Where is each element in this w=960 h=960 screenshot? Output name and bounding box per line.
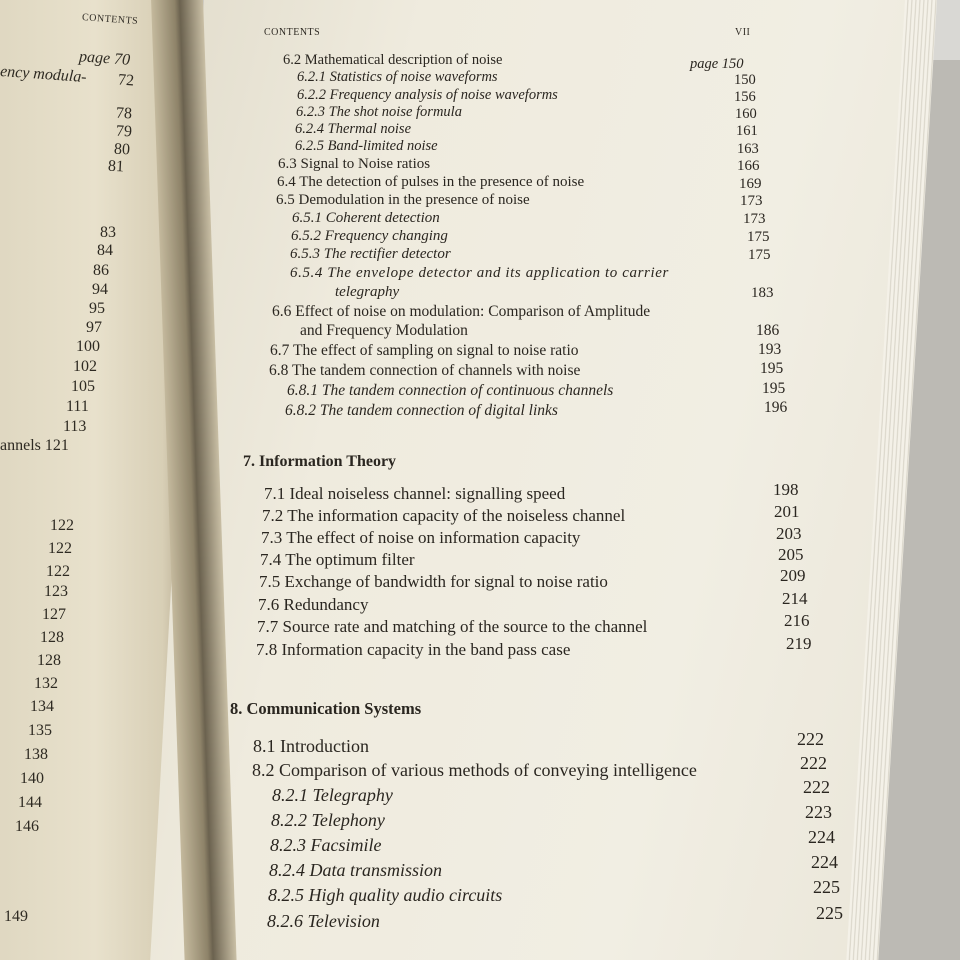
- toc-entry: 6.7 The effect of sampling on signal to noise ratio: [270, 342, 579, 359]
- toc-entry: 6.8 The tandem connection of channels with noise: [269, 362, 581, 379]
- toc-entry: 7.8 Information capacity in the band pass case: [256, 640, 571, 659]
- left-line: 81: [107, 157, 125, 176]
- toc-page: 196: [764, 399, 788, 416]
- chapter-heading: 8. Communication Systems: [230, 699, 422, 718]
- toc-entry: 8.2.4 Data transmission: [269, 860, 443, 880]
- toc-page: 195: [760, 360, 784, 377]
- toc-entry: 7.3 The effect of noise on information capacity: [261, 528, 581, 547]
- left-line: 134: [30, 698, 54, 715]
- left-line: 78: [115, 104, 133, 123]
- toc-entry: 8.1 Introduction: [253, 736, 369, 756]
- toc-entry: 8.2.6 Television: [267, 911, 380, 931]
- left-line: 95: [89, 300, 105, 317]
- toc-page: 222: [797, 729, 824, 749]
- left-line: 128: [40, 629, 64, 646]
- toc-entry: 6.5.3 The rectifier detector: [290, 246, 451, 262]
- toc-entry: 8.2.3 Facsimile: [270, 835, 382, 855]
- left-line: 105: [71, 378, 95, 395]
- toc-page: 198: [773, 480, 799, 499]
- toc-page: 219: [786, 634, 812, 653]
- left-line: 127: [42, 606, 66, 623]
- toc-page: 214: [782, 589, 808, 608]
- left-line: 84: [97, 242, 113, 259]
- toc-entry: 8.2.5 High quality audio circuits: [268, 885, 503, 905]
- left-line: 122: [50, 517, 74, 534]
- left-line: 80: [113, 140, 131, 159]
- toc-entry: 7.4 The optimum filter: [260, 550, 415, 569]
- left-line: 123: [44, 583, 68, 600]
- toc-page: 160: [735, 106, 757, 122]
- toc-entry: 7.1 Ideal noiseless channel: signalling speed: [264, 484, 566, 503]
- toc-page: 186: [756, 322, 780, 339]
- toc-page: 201: [774, 502, 800, 521]
- toc-entry: 6.8.1 The tandem connection of continuous channels: [287, 382, 614, 399]
- toc-entry: 7.5 Exchange of bandwidth for signal to noise ratio: [259, 572, 608, 591]
- toc-entry: 8.2.2 Telephony: [271, 810, 385, 830]
- toc-page: 223: [805, 802, 832, 822]
- toc-entry: 8.2.1 Telegraphy: [272, 785, 393, 805]
- left-line: 79: [115, 122, 133, 141]
- toc-entry: 6.2.4 Thermal noise: [295, 121, 411, 137]
- toc-entry: 8.2 Comparison of various methods of conveying intelligence: [252, 760, 697, 780]
- toc-page: 203: [776, 524, 802, 543]
- toc-entry: 6.2.1 Statistics of noise waveforms: [297, 69, 498, 85]
- toc-page: 225: [813, 877, 840, 897]
- toc-page: 163: [737, 141, 759, 157]
- toc-entry: 6.5.1 Coherent detection: [292, 210, 440, 226]
- left-line: 146: [15, 818, 39, 835]
- toc-entry: 6.2.2 Frequency analysis of noise waveforms: [297, 87, 558, 103]
- left-line: 144: [18, 794, 42, 811]
- left-line: 111: [66, 398, 89, 415]
- left-line: 102: [73, 358, 97, 375]
- left-line: page 70: [78, 48, 131, 69]
- toc-page: 195: [762, 380, 786, 397]
- toc-entry: 6.3 Signal to Noise ratios: [278, 156, 431, 172]
- toc-entry: 6.5 Demodulation in the presence of noise: [276, 192, 530, 208]
- toc-entry: 6.5.4 The envelope detector and its application to carrier: [290, 265, 669, 281]
- left-line: 122: [48, 540, 72, 557]
- toc-entry: 6.2.5 Band-limited noise: [295, 138, 438, 154]
- toc-entry: telegraphy: [335, 284, 400, 300]
- toc-page: 169: [739, 176, 762, 192]
- left-line: 100: [76, 338, 100, 355]
- left-line: 83: [100, 224, 116, 241]
- left-line: annels 121: [0, 437, 69, 454]
- left-line: 86: [93, 262, 109, 279]
- toc-page: 224: [811, 852, 838, 872]
- toc-entry: and Frequency Modulation: [300, 322, 468, 339]
- toc-entry: 7.2 The information capacity of the noiseless channel: [262, 506, 626, 525]
- right-page-folio: VII: [735, 27, 751, 38]
- toc-page: 193: [758, 341, 782, 358]
- left-line: 132: [34, 675, 58, 692]
- toc-page: 205: [778, 545, 804, 564]
- toc-page: 209: [780, 566, 806, 585]
- left-line: 138: [24, 746, 48, 763]
- toc-entry: 7.7 Source rate and matching of the source to the channel: [257, 617, 648, 636]
- toc-page: 175: [747, 229, 770, 245]
- toc-entry: 6.8.2 The tandem connection of digital links: [285, 402, 558, 419]
- toc-entry-6-2: 6.2 Mathematical description of noise: [283, 52, 503, 68]
- left-line: 97: [86, 319, 102, 336]
- toc-entry: 6.2.3 The shot noise formula: [296, 104, 462, 120]
- chapter-heading: 7. Information Theory: [243, 453, 397, 470]
- left-line: ency modula-: [0, 63, 88, 87]
- toc-page: 175: [748, 247, 771, 263]
- toc-entry: 6.4 The detection of pulses in the presence of noise: [277, 174, 585, 190]
- toc-page: 161: [736, 123, 758, 139]
- toc-entry: 6.6 Effect of noise on modulation: Comparison of Amplitude: [272, 303, 651, 320]
- toc-page: 156: [734, 89, 756, 105]
- right-page-header: CONTENTS: [264, 27, 321, 38]
- toc-page: 222: [800, 753, 827, 773]
- left-line: 122: [46, 563, 70, 580]
- toc-page: 166: [737, 158, 760, 174]
- toc-page: 216: [784, 611, 810, 630]
- toc-page: 150: [734, 72, 756, 88]
- left-line: 113: [63, 418, 87, 435]
- left-line: 135: [28, 722, 52, 739]
- left-line: 149: [4, 908, 28, 925]
- toc-page: 173: [740, 193, 763, 209]
- toc-page: 225: [816, 903, 843, 923]
- left-line: 72: [117, 71, 135, 90]
- toc-page: 183: [751, 285, 774, 301]
- toc-page: 222: [803, 777, 830, 797]
- toc-page: 173: [743, 211, 766, 227]
- left-line: 140: [20, 770, 44, 787]
- page-label: page 150: [690, 56, 744, 72]
- toc-page: 224: [808, 827, 835, 847]
- toc-entry: 6.5.2 Frequency changing: [291, 228, 448, 244]
- toc-entry: 7.6 Redundancy: [258, 595, 369, 614]
- left-line: 94: [92, 281, 108, 298]
- left-line: 128: [37, 652, 61, 669]
- left-page-header: CONTENTS: [81, 12, 139, 27]
